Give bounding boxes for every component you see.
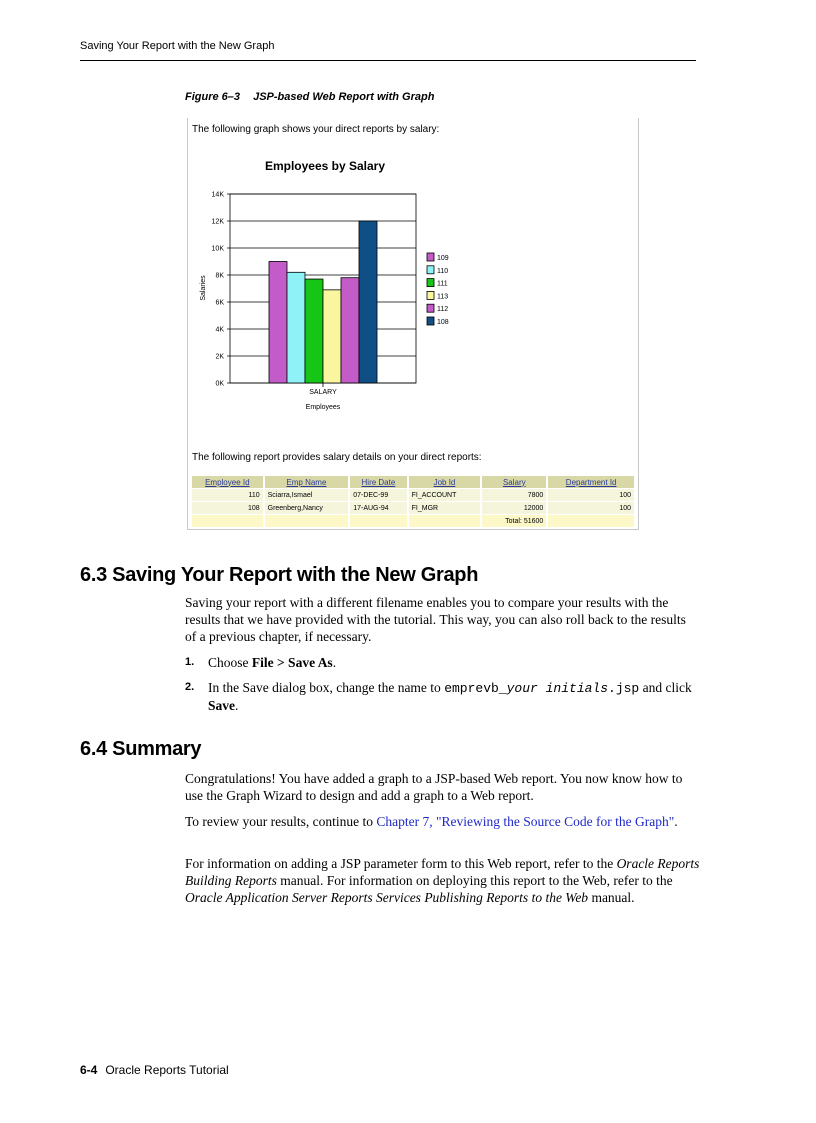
col-employee-id[interactable]: Employee Id — [192, 476, 264, 489]
legend-label: 109 — [437, 255, 449, 262]
legend-swatch-110 — [427, 266, 434, 274]
figure-number: Figure 6–3 — [185, 91, 241, 103]
figure-screenshot — [187, 118, 639, 530]
bar-113[interactable] — [323, 290, 341, 383]
step-number: 2. — [185, 681, 195, 693]
col-job-id[interactable]: Job Id — [408, 476, 482, 489]
step-number: 1. — [185, 656, 195, 668]
chart-title: Employees by Salary — [264, 159, 386, 173]
cell-salary: 7800 — [481, 489, 547, 502]
cell-emp-name: Greenberg,Nancy — [264, 502, 350, 515]
legend-swatch-112 — [427, 304, 434, 312]
menu-path: File > Save As — [251, 655, 333, 670]
manual-title-building: Oracle Reports Building Reports — [185, 856, 700, 888]
salary-total: Total: 51600 — [481, 515, 547, 528]
y-tick-label: 12K — [211, 218, 224, 226]
salary-bar-chart — [188, 118, 638, 438]
y-tick-label: 10K — [211, 245, 224, 253]
table-row — [192, 502, 635, 515]
cell-employee-id: 108 — [192, 502, 264, 515]
section-6-3-heading: 6.3 Saving Your Report with the New Graph — [80, 564, 479, 586]
summary-paragraph-2: To review your results, continue to Chapter 7, "Reviewing the Source Code for the Graph". — [185, 814, 678, 829]
cell-salary: 12000 — [481, 502, 547, 515]
table-row — [192, 489, 635, 502]
bar-110[interactable] — [287, 272, 305, 383]
legend-label: 110 — [437, 267, 449, 275]
book-title: Oracle Reports Tutorial — [105, 1063, 229, 1077]
legend-swatch-108 — [427, 317, 434, 325]
manual-title-publishing: Oracle Application Server Reports Services Publishing Reports to the Web — [185, 890, 589, 905]
legend-label: 112 — [437, 306, 449, 314]
cell-emp-name: Sciarra,Ismael — [264, 489, 350, 502]
section-6-3-paragraph: Saving your report with a different filename enables you to compare your results with the results that we have provided with the tutorial. This way, you can also roll back to the results of a previous chapter, if necessary. — [185, 595, 686, 644]
chapter-7-link[interactable]: Chapter 7, "Reviewing the Source Code for the Graph" — [376, 814, 675, 829]
page-number: 6-4 — [80, 1063, 98, 1077]
col-emp-name[interactable]: Emp Name — [264, 476, 350, 489]
y-tick-label: 0K — [215, 380, 224, 388]
summary-paragraph-3: For information on adding a JSP parameter form to this Web report, refer to the Oracle Reports Building Reports manual. For information on deploying this report to the Web, refer to the Oracle Application Server Reports Services Publishing Reports to the Web manual. — [185, 856, 700, 905]
figure-caption — [185, 91, 434, 103]
chart-bars — [269, 221, 377, 383]
filename-code: emprevb_your initials.jsp — [444, 681, 640, 696]
table-total-row — [192, 515, 635, 528]
legend-label: 113 — [437, 293, 449, 301]
section-6-4-heading: 6.4 Summary — [80, 738, 202, 760]
cell-employee-id: 110 — [192, 489, 264, 502]
cell-hire-date: 17-AUG-94 — [349, 502, 407, 515]
cell-department-id: 100 — [547, 489, 635, 502]
y-tick-label: 14K — [211, 191, 224, 199]
y-tick-label: 4K — [215, 326, 224, 334]
page-footer — [80, 1063, 229, 1077]
legend-swatch-111 — [427, 279, 434, 287]
cell-hire-date: 07-DEC-99 — [349, 489, 407, 502]
bar-108[interactable] — [359, 221, 377, 383]
y-tick-label: 8K — [215, 272, 224, 280]
graph-intro-text: The following graph shows your direct reports by salary: — [192, 124, 440, 135]
bar-111[interactable] — [305, 279, 323, 383]
y-tick-label: 2K — [215, 353, 224, 361]
y-axis-label: Salaries — [200, 275, 207, 301]
bar-112[interactable] — [341, 278, 359, 383]
col-salary[interactable]: Salary — [481, 476, 547, 489]
summary-paragraph-1: Congratulations! You have added a graph to a JSP-based Web report. You now know how to use the Graph Wizard to design and add a graph to a Web report. — [185, 771, 683, 803]
cell-job-id: FI_ACCOUNT — [408, 489, 482, 502]
col-department-id[interactable]: Department Id — [547, 476, 635, 489]
legend-label: 111 — [437, 280, 448, 288]
legend-label: 108 — [437, 319, 449, 326]
save-label: Save — [208, 698, 235, 713]
figure-title: JSP-based Web Report with Graph — [253, 91, 435, 103]
salary-report-table — [192, 476, 636, 527]
report-intro-text: The following report provides salary details on your direct reports: — [192, 452, 482, 463]
chart-legend — [427, 253, 449, 326]
running-header: Saving Your Report with the New Graph — [80, 40, 275, 52]
table-header-row — [192, 476, 635, 489]
y-tick-label: 6K — [215, 299, 224, 307]
category-label: SALARY — [309, 389, 337, 396]
cell-job-id: FI_MGR — [408, 502, 482, 515]
cell-department-id: 100 — [547, 502, 635, 515]
legend-swatch-113 — [427, 291, 434, 299]
x-axis-label: Employees — [305, 404, 341, 411]
legend-swatch-109 — [427, 253, 434, 261]
col-hire-date[interactable]: Hire Date — [349, 476, 407, 489]
bar-109[interactable] — [269, 262, 287, 384]
header-rule — [80, 60, 696, 61]
